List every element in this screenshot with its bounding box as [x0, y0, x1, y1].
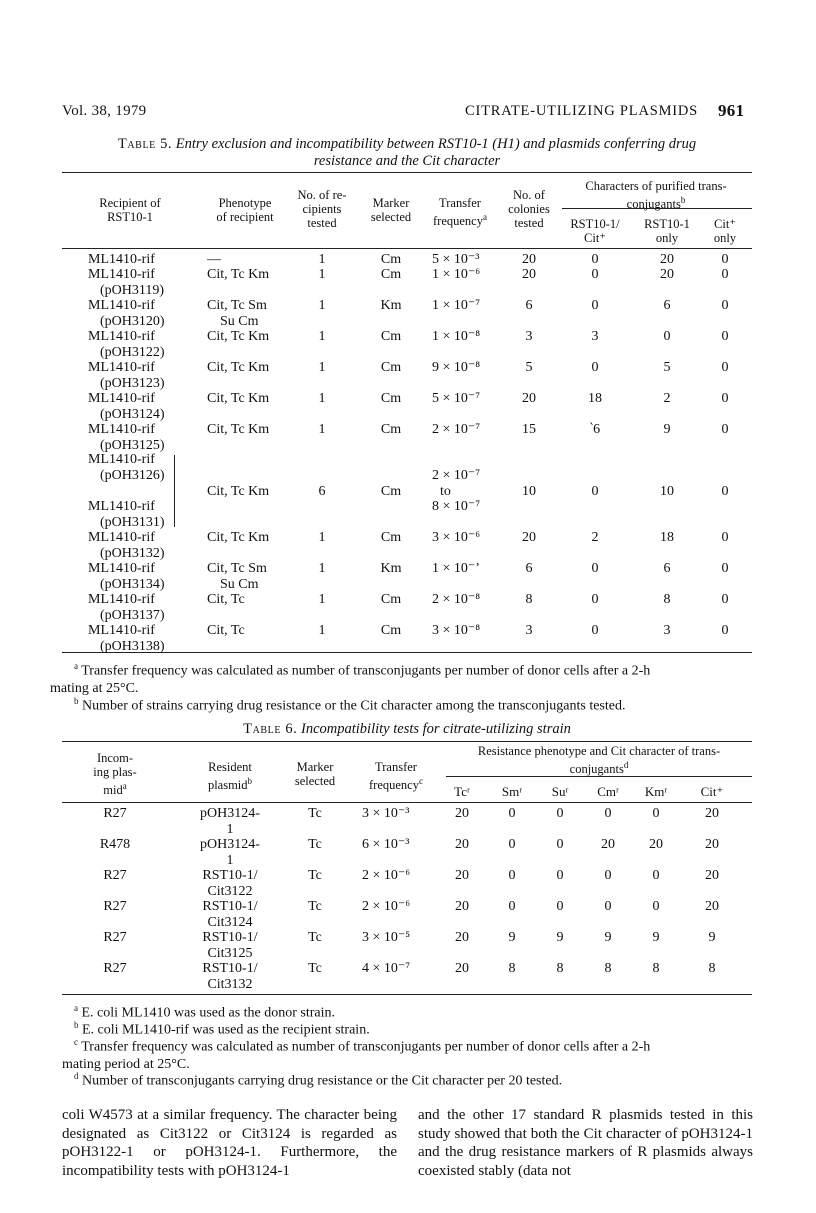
- t5-cell-marker: Cm: [380, 530, 402, 545]
- table5-bottom-rule: [62, 652, 752, 653]
- body-text-left: coli W4573 at a similar frequency. The character being designated as Cit3122 or Cit3124 is regarded as pOH3122-1 or pOH3124-1. Furthermore, the incompatibility tests with pOH3124-1: [62, 1107, 397, 1179]
- t5-cell-phenotype2: Su Cm: [220, 314, 259, 329]
- t6-header-subrule: [446, 776, 752, 777]
- t6-colhead: Cit⁺: [700, 784, 724, 799]
- t5-cell-recipient: ML1410-rif: [88, 252, 155, 267]
- t5-cell-b: 3: [663, 623, 671, 638]
- t5-cell-plasmid: (pOH3120): [100, 314, 165, 329]
- table6-header-rule: [62, 802, 752, 803]
- t5-cell-plasmid: (pOH3123): [100, 376, 165, 391]
- t6-cell-value: 20: [455, 899, 469, 914]
- t5-cell-plasmid: (pOH3122): [100, 345, 165, 360]
- t6-cell-value: 20: [455, 961, 469, 976]
- t5-cell-plasmid: (pOH3134): [100, 577, 165, 592]
- t5-group-recipient2: ML1410-rif: [88, 499, 155, 514]
- t6-cell-value: 9: [708, 930, 716, 945]
- t5-cell-a: 0: [591, 623, 599, 638]
- t6-cell-resident2: 1: [226, 822, 234, 837]
- t5-cell-colonies: 6: [525, 561, 533, 576]
- t6-cell-value: 0: [604, 806, 612, 821]
- t5-cell-a: 0: [591, 592, 599, 607]
- table6-label: Table 6.: [243, 721, 298, 737]
- t6-footnote-d: $^d$ Number of transconjugants carrying drug resistance or the Cit character per 20 tested.: [74, 1071, 563, 1089]
- t5-cell-marker: Cm: [380, 267, 402, 282]
- t6-colhead: Smʳ: [501, 784, 523, 799]
- t5-cell-phenotype: Cit, Tc Km: [207, 329, 270, 344]
- t5-cell-plasmid: (pOH3124): [100, 407, 165, 422]
- t6-cell-value: 20: [455, 868, 469, 883]
- t5-header-characters: Characters of purified trans- conjugants$^b$: [585, 179, 727, 212]
- t5-cell-b: 6: [663, 298, 671, 313]
- t5-header-marker: Marker selected: [370, 196, 412, 224]
- t6-cell-resident1: RST10-1/: [202, 961, 258, 976]
- t6-cell-value: 9: [604, 930, 612, 945]
- t6-cell-resident2: Cit3122: [207, 884, 253, 899]
- t6-cell-incoming: R27: [103, 961, 127, 976]
- t6-header-incoming: Incom- ing plas- mid$^a$: [93, 751, 137, 798]
- t6-cell-marker: Tc: [308, 868, 322, 883]
- t5-cell-phenotype: Cit, Tc: [207, 623, 245, 638]
- t5-cell-tested: 1: [318, 592, 326, 607]
- t6-cell-incoming: R27: [103, 899, 127, 914]
- t6-cell-incoming: R27: [103, 868, 127, 883]
- t6-cell-resident1: RST10-1/: [202, 868, 258, 883]
- t5-cell-marker: Cm: [380, 360, 402, 375]
- t5-group-tested: 6: [318, 484, 326, 499]
- t6-cell-resident2: Cit3125: [207, 946, 253, 961]
- t5-cell-tested: 1: [318, 422, 326, 437]
- t6-colhead: Cmʳ: [597, 784, 619, 799]
- t5-cell-phenotype: Cit, Tc Km: [207, 391, 270, 406]
- table5-label: Table 5.: [117, 136, 173, 152]
- t5-cell-phenotype: Cit, Tc Sm: [207, 561, 267, 576]
- t6-cell-resident2: Cit3132: [207, 977, 253, 992]
- t5-cell-recipient: ML1410-rif: [88, 592, 155, 607]
- t6-cell-incoming: R478: [99, 837, 131, 852]
- t6-cell-value: 0: [652, 868, 660, 883]
- t6-cell-freq: 2 × 10⁻⁶: [362, 899, 411, 914]
- t5-footnote-b: $^b$ Number of strains carrying drug resistance or the Cit character among the transconjugants tested.: [74, 696, 626, 714]
- t5-cell-phenotype: Cit, Tc Km: [207, 530, 270, 545]
- t5-cell-marker: Cm: [380, 329, 402, 344]
- t6-cell-freq: 3 × 10⁻⁵: [362, 930, 411, 945]
- table5-title-line1: Entry exclusion and incompatibility between RST10-1 (H1) and plasmids conferring drug: [175, 136, 697, 152]
- t5-cell-b: 5: [663, 360, 671, 375]
- t5-cell-a: 0: [591, 267, 599, 282]
- t5-cell-b: 9: [663, 422, 671, 437]
- t5-cell-plasmid: (pOH3119): [100, 283, 165, 298]
- t6-cell-value: 9: [508, 930, 516, 945]
- t5-cell-c: 0: [721, 592, 729, 607]
- t5-cell-marker: Cm: [380, 252, 402, 267]
- t5-header-transfer: Transfer frequency$^a$: [433, 196, 487, 229]
- t5-header-phenotype: Phenotype of recipient: [216, 196, 274, 224]
- t5-group-b: 10: [660, 484, 674, 499]
- t5-header-recipient: Recipient of RST10-1: [99, 196, 161, 224]
- t5-cell-tested: 1: [318, 252, 326, 267]
- t5-cell-recipient: ML1410-rif: [88, 267, 155, 282]
- t5-cell-c: 0: [721, 530, 729, 545]
- t5-cell-c: 0: [721, 391, 729, 406]
- t5-cell-marker: Km: [380, 561, 402, 576]
- t6-footnote-b: $^b$ E. coli ML1410-rif was used as the recipient strain.: [74, 1020, 370, 1038]
- t6-cell-value: 20: [455, 837, 469, 852]
- t6-cell-value: 20: [705, 868, 719, 883]
- t5-cell-recipient: ML1410-rif: [88, 391, 155, 406]
- t6-cell-value: 8: [556, 961, 564, 976]
- t5-cell-freq: 9 × 10⁻⁸: [432, 360, 481, 375]
- t6-cell-value: 0: [508, 806, 516, 821]
- t6-cell-resident1: pOH3124-: [200, 837, 260, 852]
- t6-cell-value: 8: [652, 961, 660, 976]
- t5-cell-freq: 2 × 10⁻⁷: [432, 422, 481, 437]
- t6-cell-resident2: Cit3124: [207, 915, 253, 930]
- t5-cell-c: 0: [721, 267, 729, 282]
- t5-cell-recipient: ML1410-rif: [88, 561, 155, 576]
- body-text-right: and the other 17 standard R plasmids tested in this study showed that both the Cit character of pOH3124-1 and the drug resistance markers of R plasmids always coexisted stably (data not: [418, 1107, 753, 1179]
- t5-cell-marker: Cm: [380, 391, 402, 406]
- t5-cell-recipient: ML1410-rif: [88, 422, 155, 437]
- t5-cell-recipient: ML1410-rif: [88, 530, 155, 545]
- t6-cell-value: 0: [604, 868, 612, 883]
- t5-cell-phenotype: Cit, Tc Sm: [207, 298, 267, 313]
- t5-cell-marker: Cm: [380, 422, 402, 437]
- t5-cell-c: 0: [721, 298, 729, 313]
- t6-cell-marker: Tc: [308, 806, 322, 821]
- t6-header-transfer: Transfer frequency$^c$: [369, 760, 423, 793]
- t5-group-c: 0: [721, 484, 729, 499]
- t6-cell-value: 20: [649, 837, 663, 852]
- t6-cell-value: 20: [705, 806, 719, 821]
- t6-cell-value: 0: [556, 837, 564, 852]
- header-running-title: CITRATE-UTILIZING PLASMIDS: [465, 103, 699, 119]
- t6-cell-freq: 6 × 10⁻³: [362, 837, 410, 852]
- t6-colhead: Tcʳ: [454, 784, 470, 799]
- t6-cell-incoming: R27: [103, 930, 127, 945]
- header-volume: Vol. 38, 1979: [62, 103, 147, 119]
- t6-header-resident: Resident plasmid$^b$: [207, 760, 253, 793]
- t5-group-marker: Cm: [380, 484, 402, 499]
- t5-cell-c: 0: [721, 422, 729, 437]
- t5-group-recipient1: ML1410-rif: [88, 452, 155, 467]
- t5-cell-b: 0: [663, 329, 671, 344]
- t5-cell-tested: 1: [318, 561, 326, 576]
- t6-cell-resident2: 1: [226, 853, 234, 868]
- t6-cell-freq: 4 × 10⁻⁷: [362, 961, 411, 976]
- t6-footnote-c: $^c$ Transfer frequency was calculated as number of transconjugants per number of donor cells after a 2-h mating period at 25°C.: [62, 1037, 651, 1072]
- t6-cell-value: 9: [652, 930, 660, 945]
- t6-cell-value: 20: [455, 806, 469, 821]
- t5-cell-a: 0: [591, 360, 599, 375]
- t6-cell-resident1: RST10-1/: [202, 930, 258, 945]
- t5-cell-a: 0: [591, 252, 599, 267]
- t5-cell-freq: 5 × 10⁻³: [432, 252, 480, 267]
- table5-caption: [62, 136, 752, 170]
- t5-cell-freq: 1 × 10⁻⁸: [432, 329, 481, 344]
- t6-cell-value: 0: [508, 899, 516, 914]
- t6-header-marker: Marker selected: [294, 760, 336, 788]
- t5-group-plasmid2: (pOH3131): [100, 515, 165, 530]
- t6-cell-value: 0: [604, 899, 612, 914]
- t6-cell-value: 8: [708, 961, 716, 976]
- table6-top-rule: [62, 741, 752, 742]
- t5-cell-recipient: ML1410-rif: [88, 623, 155, 638]
- t5-cell-recipient: ML1410-rif: [88, 298, 155, 313]
- t5-cell-b: 6: [663, 561, 671, 576]
- t5-group-a: 0: [591, 484, 599, 499]
- t5-header-subrule: [562, 208, 752, 209]
- t5-cell-a: 3: [591, 329, 599, 344]
- t5-cell-tested: 1: [318, 530, 326, 545]
- t5-cell-freq: 1 × 10⁻⁷: [432, 298, 481, 313]
- t6-cell-value: 8: [604, 961, 612, 976]
- table6-title: Incompatibility tests for citrate-utilizing strain: [301, 721, 571, 737]
- t5-group-plasmid1: (pOH3126): [100, 468, 165, 483]
- t5-cell-marker: Cm: [380, 592, 402, 607]
- t6-cell-resident1: pOH3124-: [200, 806, 260, 821]
- t5-cell-freq: 1 × 10⁻⁶: [432, 267, 481, 282]
- t6-header-resistance: Resistance phenotype and Cit character of trans- conjugants$^d$: [477, 744, 721, 777]
- t5-cell-a: ‵6: [589, 422, 601, 437]
- t6-cell-value: 20: [705, 899, 719, 914]
- table5-header-rule: [62, 248, 752, 249]
- t5-cell-colonies: 20: [522, 391, 536, 406]
- t5-group-freq1: 2 × 10⁻⁷: [432, 468, 481, 483]
- t5-cell-colonies: 20: [522, 530, 536, 545]
- t5-cell-freq: 1 × 10⁻ʼ: [432, 561, 480, 576]
- t5-cell-colonies: 8: [525, 592, 533, 607]
- t5-cell-freq: 3 × 10⁻⁶: [432, 530, 481, 545]
- t5-cell-c: 0: [721, 252, 729, 267]
- t6-cell-freq: 3 × 10⁻³: [362, 806, 410, 821]
- t5-cell-plasmid: (pOH3132): [100, 546, 165, 561]
- t5-group-colonies: 10: [522, 484, 536, 499]
- t5-group-freq-to: to: [440, 484, 451, 499]
- t6-cell-freq: 2 × 10⁻⁶: [362, 868, 411, 883]
- table6-bottom-rule: [62, 994, 752, 995]
- t5-cell-recipient: ML1410-rif: [88, 360, 155, 375]
- t5-footnote-a: $^a$ Transfer frequency was calculated as number of transconjugants per number of donor cells after a 2-h mating at 25°C.: [50, 661, 651, 696]
- t5-cell-plasmid: (pOH3125): [100, 438, 165, 453]
- t5-cell-c: 0: [721, 360, 729, 375]
- t5-cell-colonies: 5: [525, 360, 533, 375]
- table6-caption: [62, 721, 752, 738]
- t6-footnote-a: $^a$ E. coli ML1410 was used as the donor strain.: [74, 1003, 336, 1021]
- t5-cell-a: 2: [591, 530, 599, 545]
- t6-cell-value: 9: [556, 930, 564, 945]
- t5-cell-colonies: 3: [525, 623, 533, 638]
- table5-title-line2: resistance and the Cit character: [313, 153, 501, 169]
- t5-cell-phenotype: Cit, Tc Km: [207, 422, 270, 437]
- t6-cell-marker: Tc: [308, 837, 322, 852]
- t6-cell-value: 0: [652, 899, 660, 914]
- table5-top-rule: [62, 172, 752, 173]
- t5-cell-c: 0: [721, 329, 729, 344]
- t5-header-sub3: Cit⁺ only: [713, 217, 737, 245]
- t5-cell-phenotype: Cit, Tc: [207, 592, 245, 607]
- t5-cell-b: 2: [663, 391, 671, 406]
- t5-cell-marker: Km: [380, 298, 402, 313]
- t5-group-freq2: 8 × 10⁻⁷: [432, 499, 481, 514]
- t6-colhead: Kmʳ: [644, 784, 668, 799]
- header-page-number: 961: [718, 101, 745, 120]
- t5-cell-a: 0: [591, 298, 599, 313]
- t5-cell-tested: 1: [318, 329, 326, 344]
- t5-header-sub2: RST10-1 only: [644, 217, 690, 245]
- t5-cell-plasmid: (pOH3137): [100, 608, 165, 623]
- t6-cell-value: 8: [508, 961, 516, 976]
- t6-cell-value: 0: [652, 806, 660, 821]
- t5-cell-freq: 2 × 10⁻⁸: [432, 592, 481, 607]
- t5-cell-phenotype: Cit, Tc Km: [207, 267, 270, 282]
- t5-cell-tested: 1: [318, 267, 326, 282]
- t6-cell-value: 20: [455, 930, 469, 945]
- t6-cell-value: 0: [556, 868, 564, 883]
- t5-cell-b: 20: [660, 267, 674, 282]
- t5-cell-colonies: 6: [525, 298, 533, 313]
- t6-cell-value: 0: [508, 868, 516, 883]
- t6-colhead: Suʳ: [551, 784, 569, 799]
- t6-cell-value: 0: [556, 899, 564, 914]
- t5-cell-c: 0: [721, 561, 729, 576]
- t6-cell-incoming: R27: [103, 806, 127, 821]
- t5-cell-freq: 3 × 10⁻⁸: [432, 623, 481, 638]
- t5-cell-b: 18: [660, 530, 674, 545]
- t5-cell-a: 18: [588, 391, 602, 406]
- t5-cell-colonies: 3: [525, 329, 533, 344]
- t6-cell-value: 20: [601, 837, 615, 852]
- t6-cell-value: 20: [705, 837, 719, 852]
- t5-header-sub1: RST10-1/ Cit⁺: [570, 217, 620, 245]
- t5-cell-phenotype2: Su Cm: [220, 577, 259, 592]
- t5-cell-recipient: ML1410-rif: [88, 329, 155, 344]
- t5-cell-tested: 1: [318, 623, 326, 638]
- t5-header-tested: No. of re- cipients tested: [297, 188, 347, 230]
- t6-cell-marker: Tc: [308, 961, 322, 976]
- t5-cell-phenotype: —: [207, 252, 221, 267]
- t5-group-bracket: [174, 455, 175, 527]
- t5-cell-b: 8: [663, 592, 671, 607]
- t5-cell-a: 0: [591, 561, 599, 576]
- t5-cell-c: 0: [721, 623, 729, 638]
- t5-cell-freq: 5 × 10⁻⁷: [432, 391, 481, 406]
- t5-group-phenotype: Cit, Tc Km: [207, 484, 270, 499]
- t5-cell-tested: 1: [318, 360, 326, 375]
- t5-cell-b: 20: [660, 252, 674, 267]
- t5-header-colonies: No. of colonies tested: [508, 188, 550, 230]
- t6-cell-value: 0: [556, 806, 564, 821]
- t5-cell-plasmid: (pOH3138): [100, 639, 165, 654]
- t5-cell-colonies: 20: [522, 267, 536, 282]
- t6-cell-resident1: RST10-1/: [202, 899, 258, 914]
- t6-cell-marker: Tc: [308, 899, 322, 914]
- t5-cell-colonies: 15: [522, 422, 536, 437]
- t6-cell-marker: Tc: [308, 930, 322, 945]
- t5-cell-marker: Cm: [380, 623, 402, 638]
- t6-cell-value: 0: [508, 837, 516, 852]
- t5-cell-tested: 1: [318, 298, 326, 313]
- t5-cell-phenotype: Cit, Tc Km: [207, 360, 270, 375]
- t5-cell-tested: 1: [318, 391, 326, 406]
- t5-cell-colonies: 20: [522, 252, 536, 267]
